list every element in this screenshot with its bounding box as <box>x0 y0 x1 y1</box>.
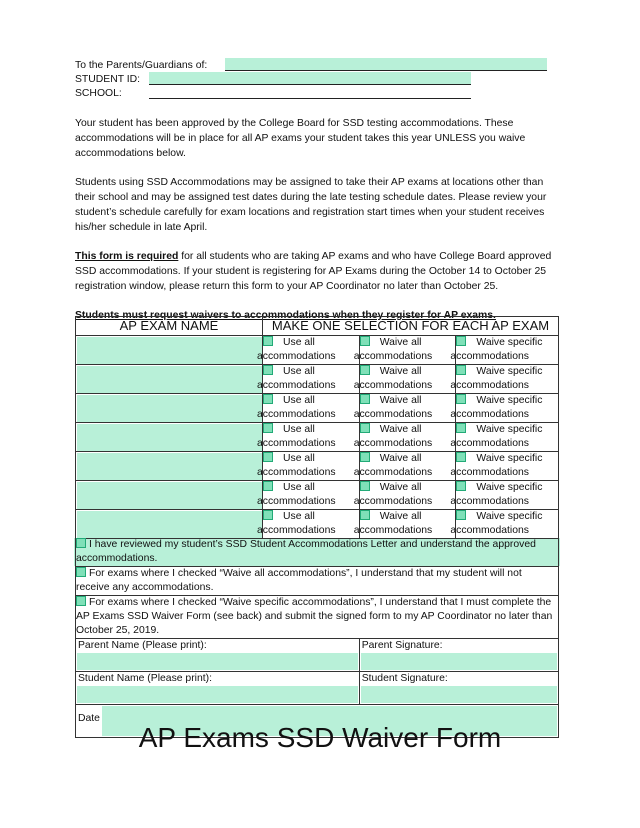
waive-specific-option-cell <box>450 336 559 365</box>
use-all-label-line1: Use all <box>283 482 315 493</box>
ack-letter-checkbox[interactable] <box>76 538 86 548</box>
use-all-label-line1: Use all <box>283 424 315 435</box>
waive-specific-checkbox[interactable] <box>456 394 466 404</box>
waive-specific-label-line2: accommodations <box>450 438 529 449</box>
student-name-cell <box>76 672 360 705</box>
use-all-label-line2: accommodations <box>257 525 336 536</box>
exam-selection-table <box>75 316 559 738</box>
waive-specific-label-line2: accommodations <box>450 525 529 536</box>
waive-specific-checkbox[interactable] <box>456 336 466 346</box>
waive-all-option-cell <box>353 452 456 481</box>
ack-letter-row <box>76 539 559 567</box>
waive-all-label-line2: accommodations <box>353 496 433 507</box>
exam-name-field[interactable] <box>77 482 262 509</box>
use-all-option-cell <box>257 510 360 539</box>
form-title: AP Exams SSD Waiver Form <box>138 722 502 753</box>
waiver-notice: Students must request waivers to accommodations when they register for AP exams. <box>75 310 496 321</box>
student-signature-label: Student Signature: <box>361 673 448 684</box>
waive-all-option-cell <box>353 510 456 539</box>
paragraph-required <box>75 249 559 294</box>
waive-all-option-cell <box>353 336 456 365</box>
exam-name-field[interactable] <box>77 511 262 538</box>
waive-all-label-line1: Waive all <box>379 395 422 406</box>
waive-specific-label-line2: accommodations <box>450 351 529 362</box>
waive-specific-label-line2: accommodations <box>450 496 529 507</box>
use-all-option-cell <box>257 452 360 481</box>
student-signature-field[interactable] <box>361 686 557 703</box>
use-all-label-line1: Use all <box>283 337 315 348</box>
exam-name-cell <box>76 423 263 452</box>
use-all-checkbox[interactable] <box>263 365 273 375</box>
ack-waive-specific-row <box>76 596 559 639</box>
use-all-checkbox[interactable] <box>263 481 273 491</box>
waive-all-option-cell <box>353 394 456 423</box>
waive-specific-label-line1: Waive specific <box>476 366 543 377</box>
waive-specific-checkbox[interactable] <box>456 423 466 433</box>
exam-name-field[interactable] <box>77 424 262 451</box>
waive-specific-checkbox[interactable] <box>456 510 466 520</box>
waive-specific-option-cell <box>450 481 559 510</box>
use-all-option-cell <box>257 365 360 394</box>
exam-name-cell <box>76 452 263 481</box>
use-all-label-line1: Use all <box>283 511 315 522</box>
waive-all-label-line1: Waive all <box>379 424 422 435</box>
letter-body <box>75 58 559 323</box>
exam-name-field[interactable] <box>77 453 262 480</box>
use-all-label-line2: accommodations <box>257 438 336 449</box>
use-all-checkbox[interactable] <box>263 452 273 462</box>
student-name-field[interactable] <box>77 686 358 703</box>
exam-name-cell <box>76 394 263 423</box>
waive-specific-label-line1: Waive specific <box>476 424 543 435</box>
ack-waive-specific-checkbox[interactable] <box>76 596 86 606</box>
waive-all-checkbox[interactable] <box>360 336 370 346</box>
use-all-label-line2: accommodations <box>257 380 336 391</box>
student-id-row <box>75 72 559 86</box>
parents-label: To the Parents/Guardians of: <box>75 60 208 71</box>
use-all-label-line1: Use all <box>283 395 315 406</box>
ack-waive-all-row <box>76 567 559 596</box>
use-all-option-cell <box>257 481 360 510</box>
school-field[interactable] <box>149 86 471 99</box>
use-all-option-cell <box>257 394 360 423</box>
use-all-option-cell <box>257 423 360 452</box>
ack-waive-all-text: For exams where I checked “Waive all accommodations”, I understand that my student will not receive any accommodations. <box>76 568 522 593</box>
use-all-label-line2: accommodations <box>257 409 336 420</box>
use-all-label-line2: accommodations <box>257 467 336 478</box>
waive-specific-label-line2: accommodations <box>450 380 529 391</box>
student-id-field[interactable] <box>149 72 471 85</box>
exam-row <box>76 394 559 423</box>
waive-all-label-line2: accommodations <box>353 525 433 536</box>
waive-all-label-line1: Waive all <box>379 453 422 464</box>
waive-specific-label-line1: Waive specific <box>476 453 543 464</box>
waive-specific-checkbox[interactable] <box>456 481 466 491</box>
use-all-label-line1: Use all <box>283 366 315 377</box>
waive-all-option-cell <box>353 423 456 452</box>
use-all-option-cell <box>257 336 360 365</box>
student-id-label: STUDENT ID: <box>75 74 141 85</box>
use-all-label-line1: Use all <box>283 453 315 464</box>
waive-specific-option-cell <box>450 394 559 423</box>
paragraph-locations: Students using SSD Accommodations may be assigned to take their AP exams at locations other than their school and may be assigned test dates during the late testing schedule dates. Please review your student’s schedule carefully for exam locations and registration start times when your student receives his/her schedule in late April. <box>75 177 547 233</box>
parents-row <box>75 58 559 72</box>
waive-all-label-line2: accommodations <box>353 438 433 449</box>
waive-specific-label-line1: Waive specific <box>476 395 543 406</box>
exam-name-cell <box>76 336 263 365</box>
waive-specific-option-cell <box>450 452 559 481</box>
use-all-checkbox[interactable] <box>263 510 273 520</box>
parent-signature-field[interactable] <box>361 653 557 670</box>
exam-name-field[interactable] <box>77 337 262 364</box>
form-required-text: for all students who are taking AP exams and who have College Board approved SSD accommodations. If your student is registering for AP Exams during the October 14 to October 25 registration window, please return this form to your AP Coordinator no later than October 25. <box>75 251 552 292</box>
parent-signature-label: Parent Signature: <box>361 640 443 651</box>
ack-letter-text: I have reviewed my student’s SSD Student Accommodations Letter and understand the approved accommodations. <box>76 539 536 564</box>
exam-name-header: AP EXAM NAME <box>76 317 263 336</box>
exam-name-field[interactable] <box>77 395 262 422</box>
waive-all-checkbox[interactable] <box>360 481 370 491</box>
parent-name-field[interactable] <box>77 653 358 670</box>
exam-name-cell <box>76 481 263 510</box>
exam-row <box>76 510 559 539</box>
parent-signature-cell <box>359 639 558 672</box>
student-name-label: Student Name (Please print): <box>78 673 212 684</box>
form-required-emphasis: This form is required <box>75 251 179 262</box>
waive-specific-checkbox[interactable] <box>456 452 466 462</box>
selection-header: MAKE ONE SELECTION FOR EACH AP EXAM <box>263 317 559 336</box>
date-label: Date <box>78 713 100 724</box>
waive-all-label-line1: Waive all <box>379 337 422 348</box>
ack-waive-all-checkbox[interactable] <box>76 567 86 577</box>
waive-all-label-line2: accommodations <box>353 467 433 478</box>
exam-row <box>76 336 559 365</box>
ack-waive-specific-text: For exams where I checked “Waive specific accommodations”, I understand that I must complete the AP Exams SSD Waiver Form (see back) and submit the signed form to my AP Coordinator no later than October 25, 2019. <box>76 597 553 636</box>
exam-name-cell <box>76 365 263 394</box>
use-all-label-line2: accommodations <box>257 496 336 507</box>
waive-specific-label-line1: Waive specific <box>476 482 543 493</box>
waive-all-checkbox[interactable] <box>360 394 370 404</box>
waive-all-label-line2: accommodations <box>353 380 433 391</box>
waive-all-label-line1: Waive all <box>379 366 422 377</box>
waive-all-label-line1: Waive all <box>379 482 422 493</box>
waive-specific-label-line2: accommodations <box>450 467 529 478</box>
exam-name-cell <box>76 510 263 539</box>
waive-specific-label-line2: accommodations <box>450 409 529 420</box>
paragraph-approval: Your student has been approved by the College Board for SSD testing accommodations. These accommodations will be in place for all AP exams your student takes this year UNLESS you waive accommodations below. <box>75 118 526 159</box>
exam-name-field[interactable] <box>77 366 262 393</box>
waive-all-checkbox[interactable] <box>360 423 370 433</box>
student-signature-cell <box>359 672 558 705</box>
waive-all-checkbox[interactable] <box>360 365 370 375</box>
waive-specific-label-line1: Waive specific <box>476 337 543 348</box>
school-row <box>75 86 559 100</box>
waive-specific-option-cell <box>450 365 559 394</box>
waive-all-option-cell <box>353 365 456 394</box>
waive-all-label-line2: accommodations <box>353 351 433 362</box>
use-all-label-line2: accommodations <box>257 351 336 362</box>
parent-name-cell <box>76 639 360 672</box>
exam-row <box>76 365 559 394</box>
use-all-checkbox[interactable] <box>263 423 273 433</box>
waive-specific-option-cell <box>450 510 559 539</box>
exam-row <box>76 481 559 510</box>
parents-name-field[interactable] <box>225 58 547 71</box>
waive-all-label-line2: accommodations <box>353 409 433 420</box>
school-label: SCHOOL: <box>75 88 122 99</box>
exam-row <box>76 423 559 452</box>
parent-name-label: Parent Name (Please print): <box>78 640 207 651</box>
waive-specific-option-cell <box>450 423 559 452</box>
use-all-checkbox[interactable] <box>263 336 273 346</box>
waive-all-label-line1: Waive all <box>379 511 422 522</box>
exam-row <box>76 452 559 481</box>
waive-all-checkbox[interactable] <box>360 510 370 520</box>
waive-specific-label-line1: Waive specific <box>476 511 543 522</box>
waive-all-option-cell <box>353 481 456 510</box>
waive-all-checkbox[interactable] <box>360 452 370 462</box>
waive-specific-checkbox[interactable] <box>456 365 466 375</box>
use-all-checkbox[interactable] <box>263 394 273 404</box>
